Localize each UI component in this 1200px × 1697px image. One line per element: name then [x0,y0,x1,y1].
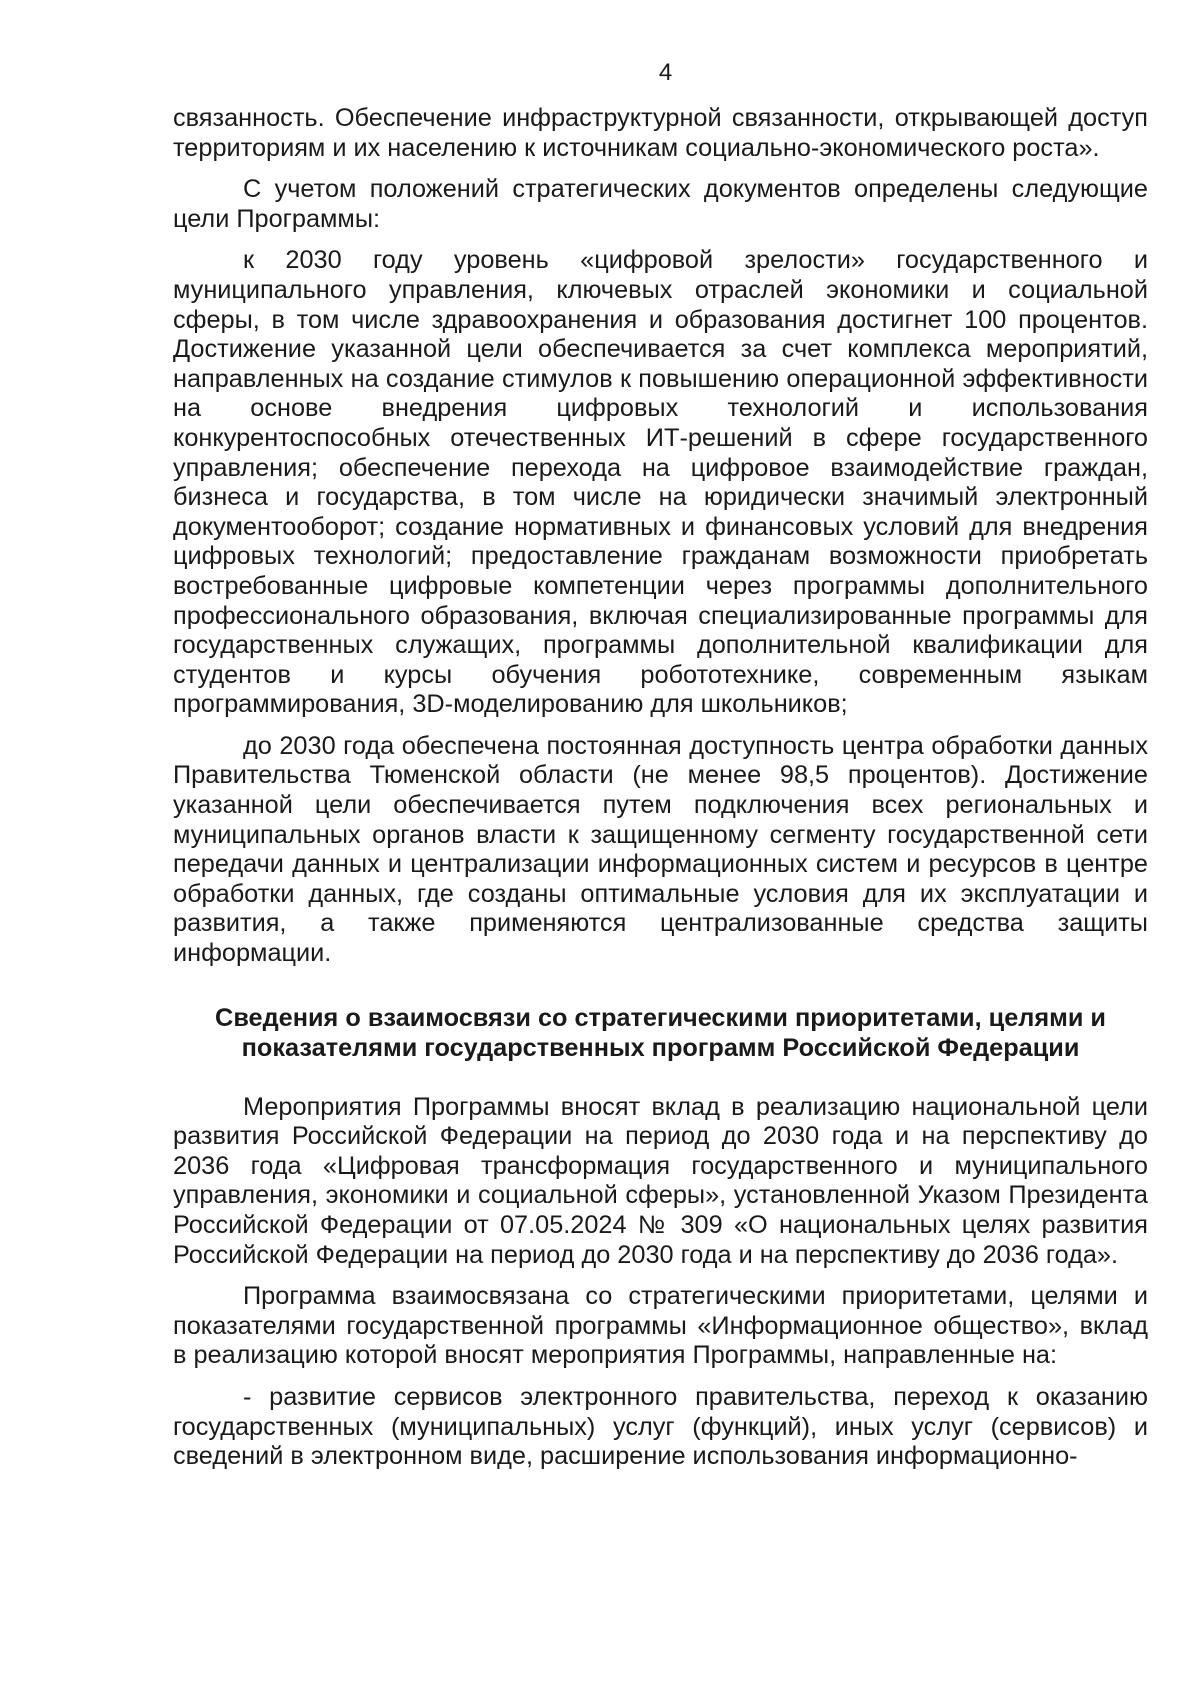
section-heading-line-1: Сведения о взаимосвязи со стратегическими приоритетами, целями и [215,1003,1106,1032]
paragraph-list-item-egov: - развитие сервисов электронного правительства, переход к оказанию государственных (муниципальных) услуг (функций), иных услуг (сервисов) и сведений в электронном виде, расширение использования информационно- [173,1382,1148,1471]
paragraph-goal-digital-maturity: к 2030 году уровень «цифровой зрелости» государственного и муниципального управления, ключевых отраслей экономики и социальной сферы, в том числе здравоохранения и образования достигнет 100 процентов. Достижение указанной цели обеспечивается за счет комплекса мероприятий, направленных на создание стимулов к повышению операционной эффективности на основе внедрения цифровых технологий и использования конкурентоспособных отечественных ИТ-решений в сфере государственного управления; обеспечение перехода на цифровое взаимодействие граждан, бизнеса и государства, в том числе на юридически значимый электронный документооборот; создание нормативных и финансовых условий для внедрения цифровых технологий; предоставление гражданам возможности приобретать востребованные цифровые компетенции через программы дополнительного профессионального образования, включая специализированные программы для государственных служащих, программы дополнительной квалификации для студентов и курсы обучения робототехнике, современным языкам программирования, 3D-моделированию для школьников; [173,246,1148,719]
section-heading [173,1003,1148,1063]
paragraph-goal-data-center: до 2030 года обеспечена постоянная доступность центра обработки данных Правительства Тюменской области (не менее 98,5 процентов). Достижение указанной цели обеспечивается путем подключения всех региональных и муниципальных органов власти к защищенному сегменту государственной сети передачи данных и централизации информационных систем и ресурсов в центре обработки данных, где созданы оптимальные условия для их эксплуатации и развития, а также применяются централизованные средства защиты информации. [173,731,1148,968]
paragraph-national-goal: Мероприятия Программы вносят вклад в реализацию национальной цели развития Российской Федерации на период до 2030 года и на перспективу до 2036 года «Цифровая трансформация государственного и муниципального управления, экономики и социальной сферы», установленной Указом Президента Российской Федерации от 07.05.2024 № 309 «О национальных целях развития Российской Федерации на период до 2030 года и на перспективу до 2036 года». [173,1092,1148,1269]
paragraph-continuation: связанность. Обеспечение инфраструктурной связанности, открывающей доступ территориям и их населению к источникам социально-экономического роста». [173,104,1148,162]
paragraph-state-program-link: Программа взаимосвязана со стратегическими приоритетами, целями и показателями государственной программы «Информационное общество», вклад в реализацию которой вносят мероприятия Программы, направленные на: [173,1282,1148,1370]
paragraph-goals-intro: С учетом положений стратегических документов определены следующие цели Программы: [173,175,1148,233]
section-heading-line-2: показателями государственных программ Российской Федерации [241,1033,1080,1062]
page-number: 4 [658,59,673,86]
